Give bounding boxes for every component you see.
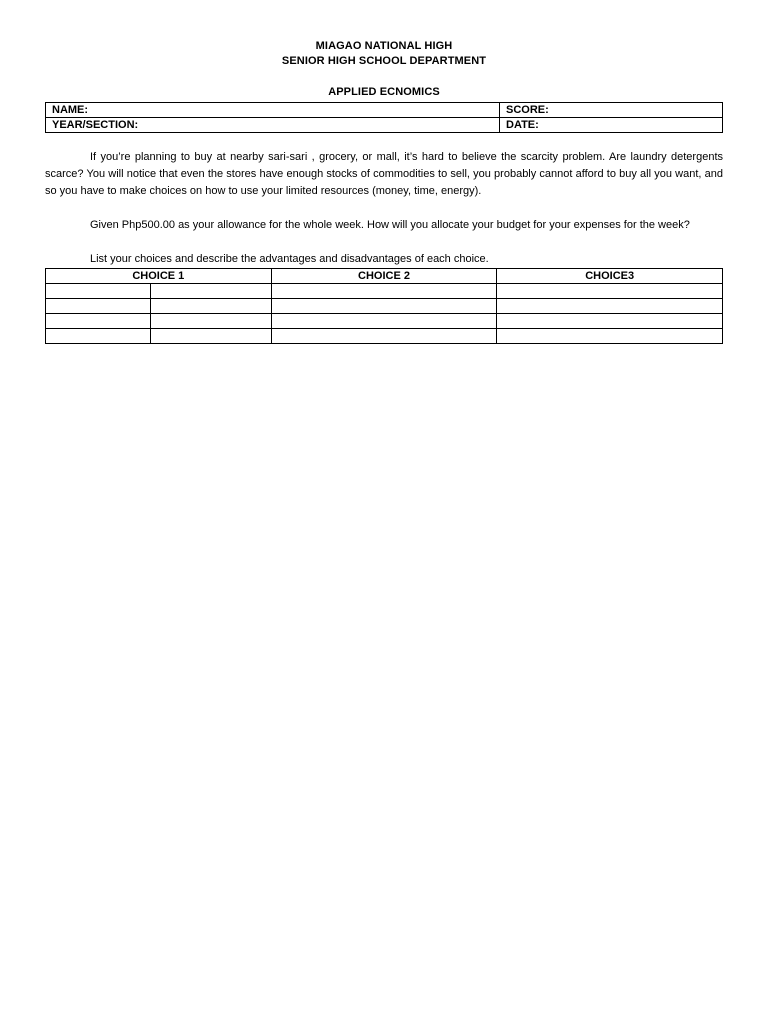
choice-1-header: CHOICE 1 — [46, 269, 272, 284]
instruction-text: List your choices and describe the advantages and disadvantages of each choice. — [90, 253, 489, 265]
choice-3-cell[interactable] — [497, 314, 723, 329]
department-name: SENIOR HIGH SCHOOL DEPARTMENT — [281, 55, 487, 67]
date-field[interactable]: DATE: — [500, 118, 723, 133]
table-row — [46, 299, 723, 314]
choice-2-cell[interactable] — [271, 284, 497, 299]
intro-text: If you’re planning to buy at nearby sari-sari , grocery, or mall, it’s hard to believe the scarcity problem. Are laundry detergents scarce? You will notice that even the stores have enough stocks of commodities to sell, you probably cannot afford to buy all you want, and so you have to make choices on how to use your limited resources (money, time, energy). — [45, 151, 723, 197]
choice-1-cell[interactable] — [46, 284, 272, 299]
choice-1-cell[interactable] — [46, 299, 272, 314]
budget-text: Given Php500.00 as your allowance for the whole week. How will you allocate your budget for your expenses for the week? — [90, 219, 690, 231]
intro-paragraph — [45, 149, 723, 200]
info-row — [46, 118, 723, 133]
student-info-table — [45, 102, 723, 133]
school-name: MIAGAO NATIONAL HIGH — [315, 40, 453, 52]
choice-2-cell[interactable] — [271, 299, 497, 314]
info-row — [46, 103, 723, 118]
subject-title: APPLIED ECNOMICS — [328, 86, 440, 98]
table-row — [46, 314, 723, 329]
table-row — [46, 284, 723, 299]
choice-2-header: CHOICE 2 — [271, 269, 497, 284]
choice-3-cell[interactable] — [497, 329, 723, 344]
cell-divider — [150, 328, 151, 344]
choice-2-cell[interactable] — [271, 314, 497, 329]
instruction-paragraph — [45, 251, 723, 268]
choice-1-cell[interactable] — [46, 329, 272, 344]
table-row — [46, 329, 723, 344]
year-section-field[interactable]: YEAR/SECTION: — [46, 118, 500, 133]
score-field[interactable]: SCORE: — [500, 103, 723, 118]
cell-divider — [150, 283, 151, 299]
choices-header-row — [46, 269, 723, 284]
name-field[interactable]: NAME: — [46, 103, 500, 118]
cell-divider — [150, 298, 151, 314]
choices-table — [45, 268, 723, 344]
choice-3-header: CHOICE3 — [497, 269, 723, 284]
choice-3-cell[interactable] — [497, 284, 723, 299]
choice-2-cell[interactable] — [271, 329, 497, 344]
choice-1-cell[interactable] — [46, 314, 272, 329]
budget-paragraph — [45, 217, 723, 234]
cell-divider — [150, 313, 151, 329]
choice-3-cell[interactable] — [497, 299, 723, 314]
